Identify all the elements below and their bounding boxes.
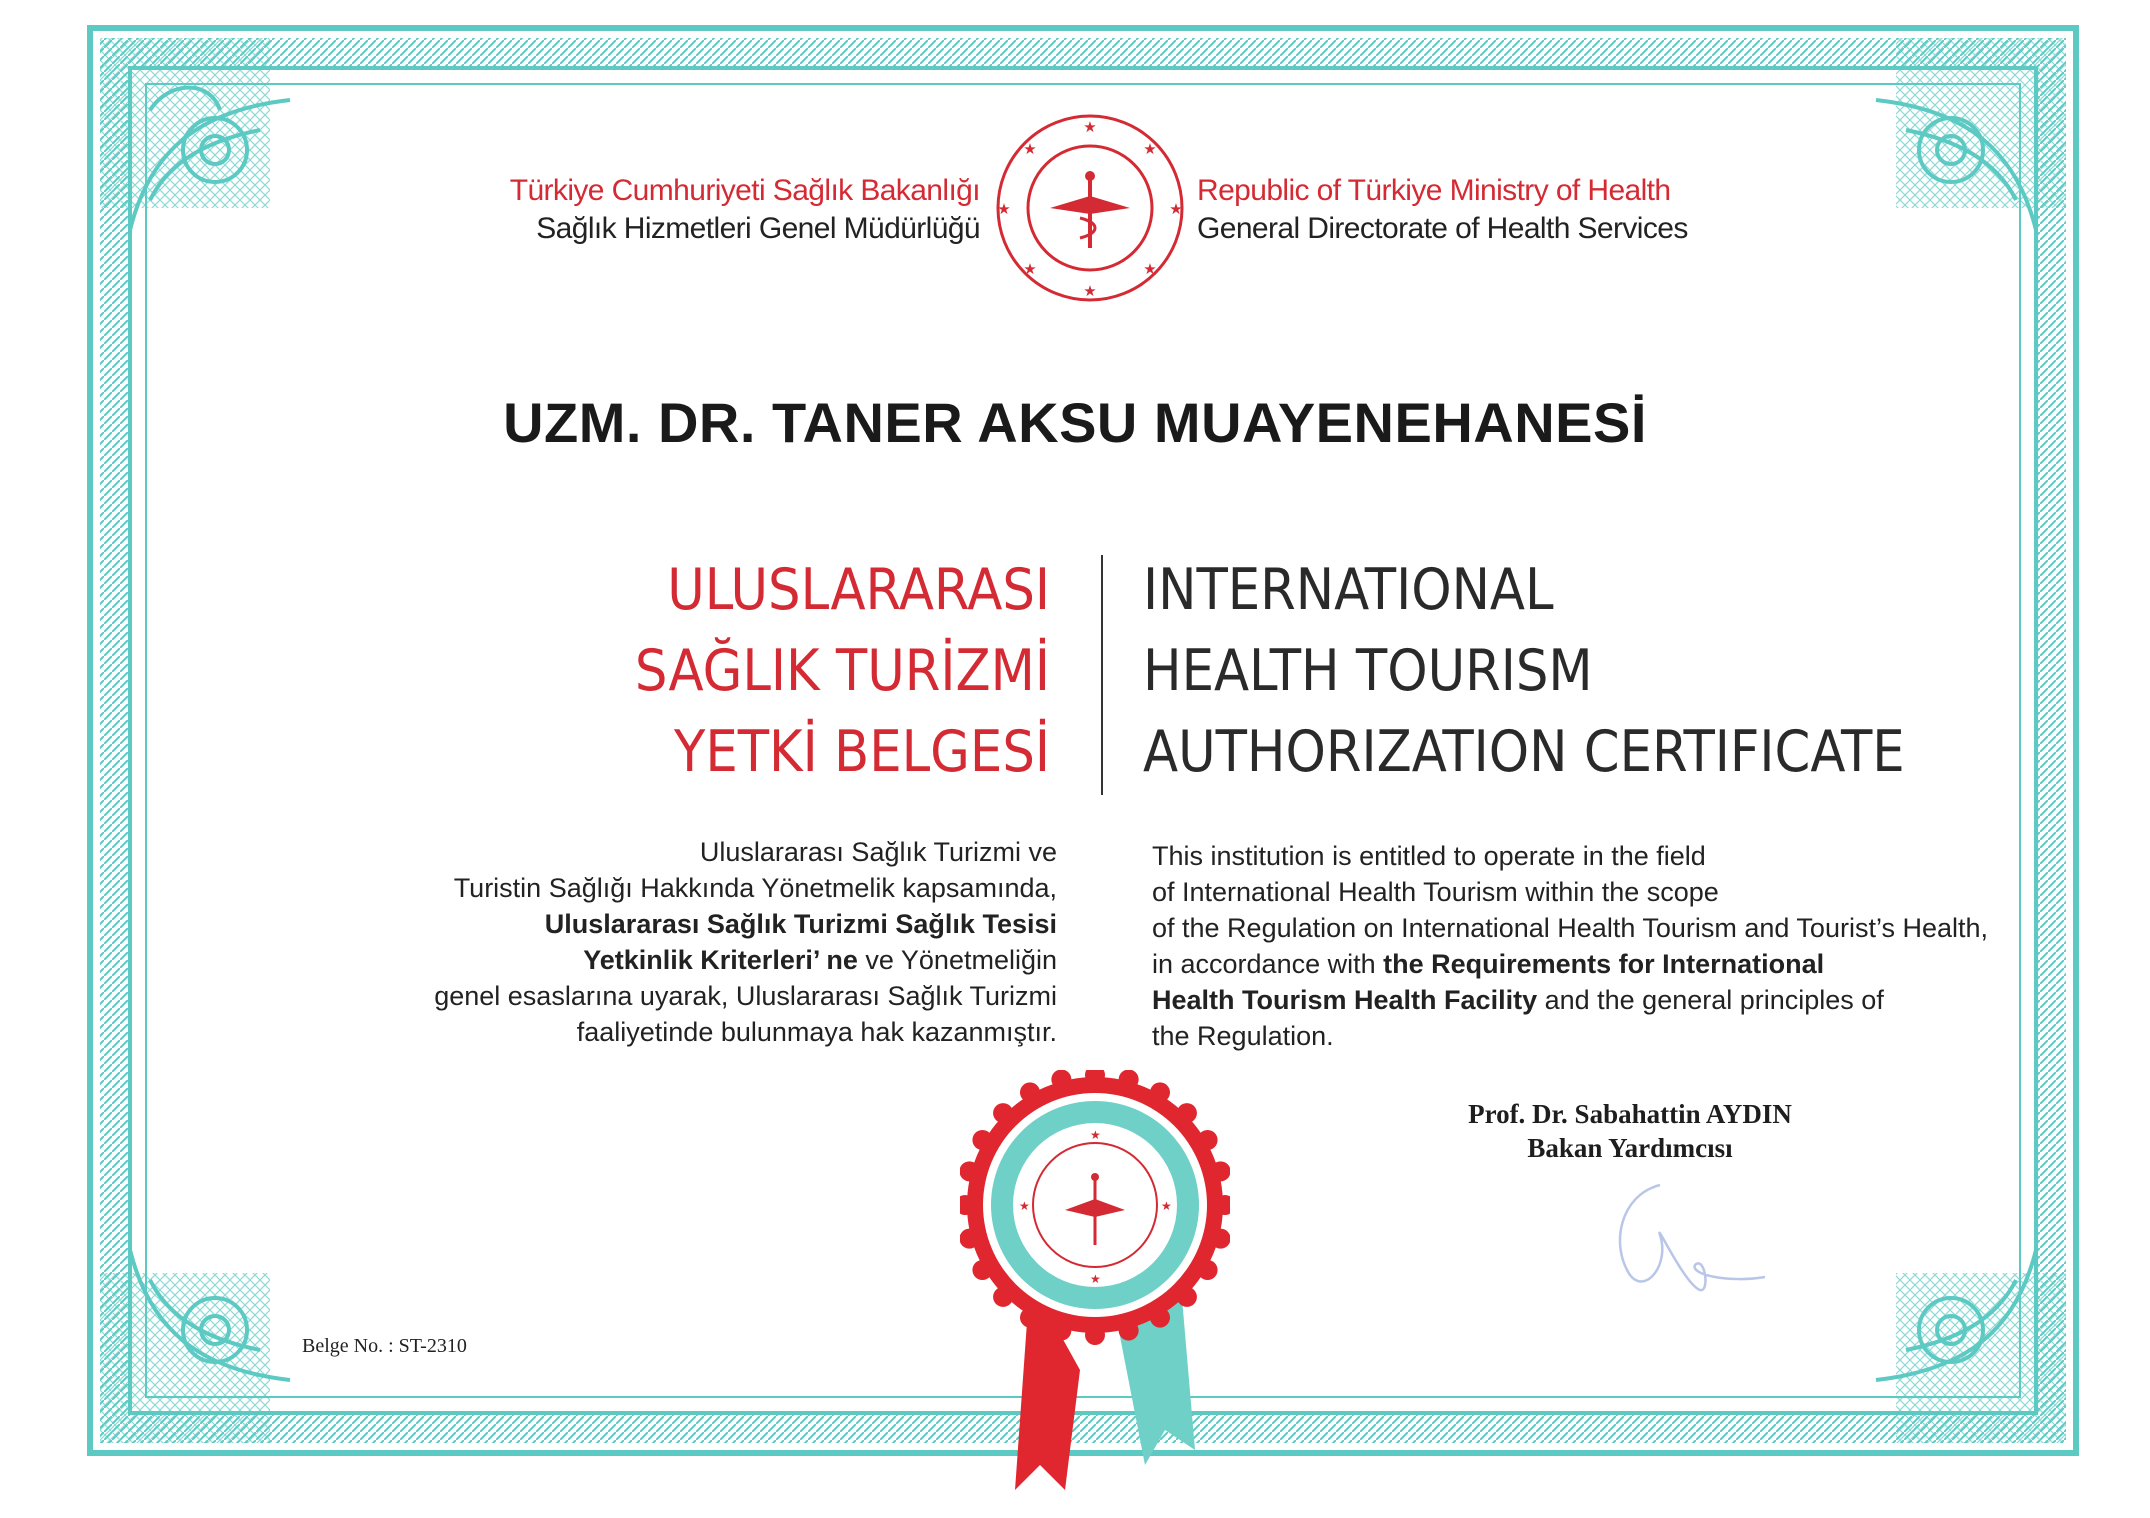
header-english — [1197, 172, 1688, 248]
body-tr-line: Uluslararası Sağlık Turizmi ve — [699, 837, 1057, 867]
title-en-line: HEALTH TOURISM — [1143, 638, 1593, 704]
body-en-line — [1152, 982, 1988, 1018]
svg-text:★: ★ — [1169, 201, 1183, 218]
svg-text:★: ★ — [997, 201, 1011, 218]
corner-ornament-bottom-left-icon — [100, 1250, 290, 1443]
body-en-line: This institution is entitled to operate in the field — [1152, 841, 1706, 871]
signature-icon — [1590, 1165, 1770, 1305]
ministry-seal-rosette-icon — [960, 1070, 1230, 1490]
body-text-tr — [434, 834, 1057, 1050]
body-en-bold: the Requirements for International — [1383, 949, 1825, 979]
body-en-plain: in accordance with — [1152, 949, 1384, 979]
body-tr-line — [434, 942, 1057, 978]
corner-ornament-top-left-icon — [100, 38, 290, 230]
directorate-name-en: General Directorate of Health Services — [1197, 212, 1688, 245]
document-number: Belge No. : ST-2310 — [302, 1335, 467, 1357]
ministry-name-en: Republic of Türkiye Ministry of Health — [1197, 174, 1671, 207]
facility-name: UZM. DR. TANER AKSU MUAYENEHANESİ — [503, 391, 1647, 454]
ministry-of-health-emblem-icon — [990, 108, 1190, 308]
body-tr-line: faaliyetinde bulunmaya hak kazanmıştır. — [576, 1017, 1057, 1047]
svg-text:★: ★ — [1090, 1272, 1101, 1286]
signatory-name: Prof. Dr. Sabahattin AYDIN — [1468, 1099, 1792, 1129]
body-tr-line: Turistin Sağlığı Hakkında Yönetmelik kapsamında, — [453, 873, 1057, 903]
svg-text:★: ★ — [1090, 1128, 1101, 1142]
title-tr-line: YETKİ BELGESİ — [674, 719, 1050, 785]
body-en-line — [1152, 946, 1988, 982]
body-en-line: of the Regulation on International Health Tourism and Tourist’s Health, — [1152, 913, 1989, 943]
svg-text:★: ★ — [1083, 283, 1097, 300]
body-en-line: of International Health Tourism within the scope — [1152, 877, 1719, 907]
body-tr-plain: ve Yönetmeliğin — [857, 945, 1057, 975]
title-tr-line: ULUSLARARASI — [667, 557, 1050, 623]
svg-text:★: ★ — [1019, 1199, 1030, 1213]
certificate-title-tr — [635, 550, 1050, 793]
svg-text:★: ★ — [1023, 141, 1037, 158]
body-en-bold: Health Tourism Health Facility — [1152, 985, 1538, 1015]
body-tr-line: Uluslararası Sağlık Turizmi Sağlık Tesisi — [544, 909, 1057, 939]
corner-ornament-bottom-right-icon — [1876, 1250, 2066, 1443]
title-en-line: INTERNATIONAL — [1143, 557, 1554, 623]
title-tr-line: SAĞLIK TURİZMİ — [634, 638, 1050, 704]
certificate-title-en — [1143, 550, 1905, 793]
svg-text:★: ★ — [1143, 261, 1157, 278]
body-en-plain: and the general principles of — [1537, 985, 1884, 1015]
svg-text:★: ★ — [1023, 261, 1037, 278]
svg-text:★: ★ — [1143, 141, 1157, 158]
body-tr-line: genel esaslarına uyarak, Uluslararası Sağlık Turizmi — [434, 981, 1057, 1011]
title-en-line: AUTHORIZATION CERTIFICATE — [1143, 719, 1905, 785]
body-tr-bold: Yetkinlik Kriterleri’ ne — [583, 945, 858, 975]
header-turkish — [510, 172, 980, 248]
svg-text:★: ★ — [1083, 119, 1097, 136]
body-text-en — [1152, 838, 1988, 1054]
title-divider — [1101, 555, 1103, 795]
directorate-name-tr: Sağlık Hizmetleri Genel Müdürlüğü — [536, 212, 980, 245]
ministry-name-tr: Türkiye Cumhuriyeti Sağlık Bakanlığı — [509, 174, 980, 207]
svg-text:★: ★ — [1161, 1199, 1172, 1213]
body-en-line: the Regulation. — [1152, 1021, 1334, 1051]
signatory-title: Bakan Yardımcısı — [1527, 1133, 1733, 1163]
corner-ornament-top-right-icon — [1876, 38, 2066, 230]
